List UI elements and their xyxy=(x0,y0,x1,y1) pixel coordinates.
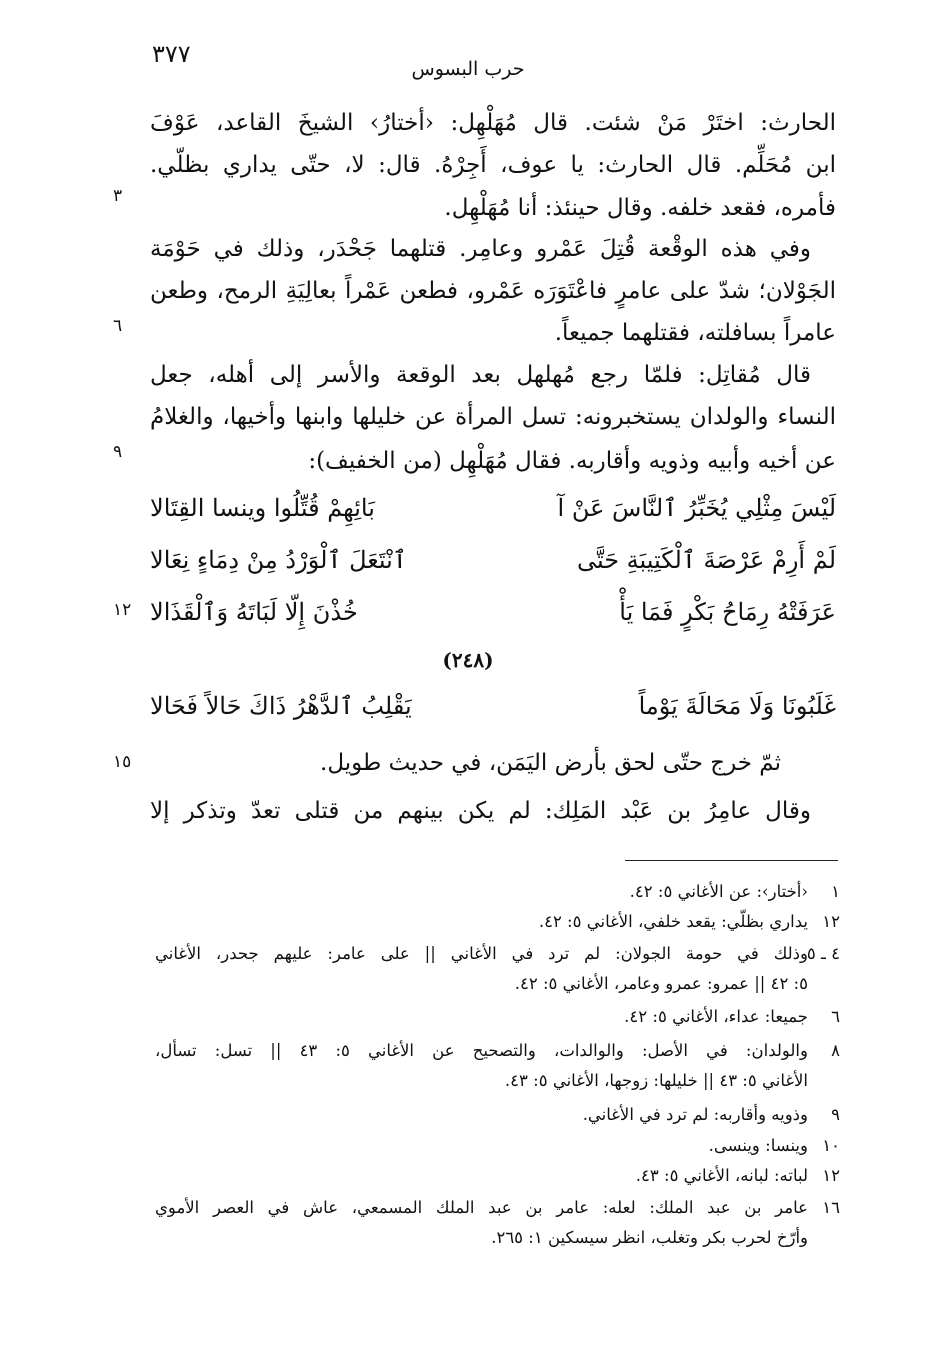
text-line: ثمّ خرج حتّى لحق بأرض اليَمَن، في حديث طويل. xyxy=(320,750,781,776)
footnote-text-continued: وأرّخ لحرب بكر وتغلب، انظر سيسكين ١: ٢٦٥. xyxy=(491,1228,808,1247)
footnote-number: ٨ xyxy=(831,1041,840,1060)
footnote-text: وذويه وأقاربه: لم ترد في الأغاني. xyxy=(582,1105,808,1124)
text-line: الجَوْلان؛ شدّ على عامرٍ فاعْتَوَرَه عَمْرو، فطعن عَمْراً بعالِيَةِ الرمح، وطعن xyxy=(150,278,836,304)
margin-line-number: ٩ xyxy=(113,442,123,462)
footnote-number: ٦ xyxy=(831,1007,840,1026)
text-line: النساء والولدان يستخبرونه: تسل المرأة عن خليلها وابنها وأخيها، والغلامُ xyxy=(150,404,836,430)
footnote-text: لباته: لبانه، الأغاني ٥: ٤٣. xyxy=(635,1166,808,1185)
footnote-text: ‹أختار›: عن الأغاني ٥: ٤٢. xyxy=(629,882,808,901)
text-line: الحارث: اختَرْ مَنْ شئت. قال مُهَلْهِل: ‹أختارُ› الشيخَ القاعد، عَوْفَ xyxy=(150,110,836,136)
text-line: عامراً بسافلته، فقتلهما جميعاً. xyxy=(554,320,836,346)
running-title: حرب البسوس xyxy=(411,58,525,80)
footnote-text: وينسا: وينسى. xyxy=(708,1136,808,1155)
text-line: فأمره، فقعد خلفه. وقال حينئذ: أنا مُهَلْهِل. xyxy=(444,195,836,221)
text-line: وفي هذه الوقْعة قُتِلَ عَمْرو وعامِر. قتلهما جَحْدَر، وذلك في حَوْمَة xyxy=(150,236,811,262)
verse-number: (٢٤٨) xyxy=(442,648,494,672)
verse-second-hemistich: يَقْلِبُ ٱلدَّهْرُ ذَاكَ حَالاً فَحَالا xyxy=(150,692,412,720)
margin-line-number: ٦ xyxy=(113,316,123,336)
page-number: ٣٧٧ xyxy=(152,40,191,68)
text-line: عن أخيه وأبيه وذويه وأقاربه. فقال مُهَلْهِل (من الخفيف): xyxy=(308,448,836,474)
verse-second-hemistich: بَائِهِمْ قُتِّلُوا وينسا القِتَالا xyxy=(150,494,375,522)
footnote-text-continued: الأغاني ٥: ٤٣ || خليلها: زوجها، الأغاني ٥: ٤٣. xyxy=(504,1071,808,1090)
verse-second-hemistich: ٱنْتَعَلَ ٱلْوَرْدُ مِنْ دِمَاءٍ نِعَالا xyxy=(150,546,407,574)
footnote-text-continued: ٥: ٤٢ || عمرو: عمرو وعامر، الأغاني ٥: ٤٢. xyxy=(514,974,808,993)
footnote-number: ١٢ xyxy=(822,1166,840,1185)
footnote-number: ٩ xyxy=(831,1105,840,1124)
margin-line-number: ١٥ xyxy=(113,752,132,772)
footnote-text: يداري بظلّي: يقعد خلفي، الأغاني ٥: ٤٢. xyxy=(538,912,808,931)
text-line: قال مُقاتِل: فلمّا رجع مُهلهل بعد الوقعة والأسر إلى أهله، جعل xyxy=(150,362,811,388)
margin-line-number: ١٢ xyxy=(113,600,132,620)
footnote-divider xyxy=(625,860,838,861)
verse-first-hemistich: عَرَفَتْهُ رِمَاحُ بَكْرٍ فَمَا يَأْ xyxy=(619,598,836,626)
footnote-number: ١ xyxy=(831,882,840,901)
footnote-text: وذلك في حومة الجولان: لم ترد في الأغاني || على عامر: عليهم جحدر، الأغاني xyxy=(155,944,808,963)
text-line: وقال عامِرُ بن عَبْد المَلِك: لم يكن بينهم من قتلى تعدّ وتذكر إلا xyxy=(150,798,811,824)
verse-second-hemistich: خُذْنَ إِلّا لَبَاتَهُ وَٱلْقَذَالا xyxy=(150,598,358,626)
footnote-number: ١٦ xyxy=(822,1198,840,1217)
footnote-number: ١٢ xyxy=(822,912,840,931)
verse-first-hemistich: لَيْسَ مِثْلِي يُخَبِّرُ ٱلنَّاسَ عَنْ آ xyxy=(557,494,836,522)
footnote-number: ١٠ xyxy=(822,1136,840,1155)
text-line: ابن مُحَلِّم. قال الحارث: يا عوف، أَجِرْهُ. قال: لا، حتّى يداري بظلّي. xyxy=(150,152,836,178)
footnote-number: ٤ ـ ٥ xyxy=(806,944,840,963)
footnote-text: عامر بن عبد الملك: لعله: عامر بن عبد الملك المسمعي، عاش في العصر الأموي xyxy=(155,1198,808,1217)
margin-line-number: ٣ xyxy=(113,186,123,206)
verse-first-hemistich: لَمْ أَرِمْ عَرْصَةَ ٱلْكَتِيبَةِ حَتَّى xyxy=(576,546,836,574)
verse-first-hemistich: غَلَبُونَا وَلَا مَحَالَةَ يَوْماً xyxy=(638,692,836,720)
footnote-text: جميعا: عداء، الأغاني ٥: ٤٢. xyxy=(624,1007,808,1026)
footnote-text: والولدان: في الأصل: والوالدات، والتصحيح عن الأغاني ٥: ٤٣ || تسل: تسأل، xyxy=(155,1041,808,1060)
